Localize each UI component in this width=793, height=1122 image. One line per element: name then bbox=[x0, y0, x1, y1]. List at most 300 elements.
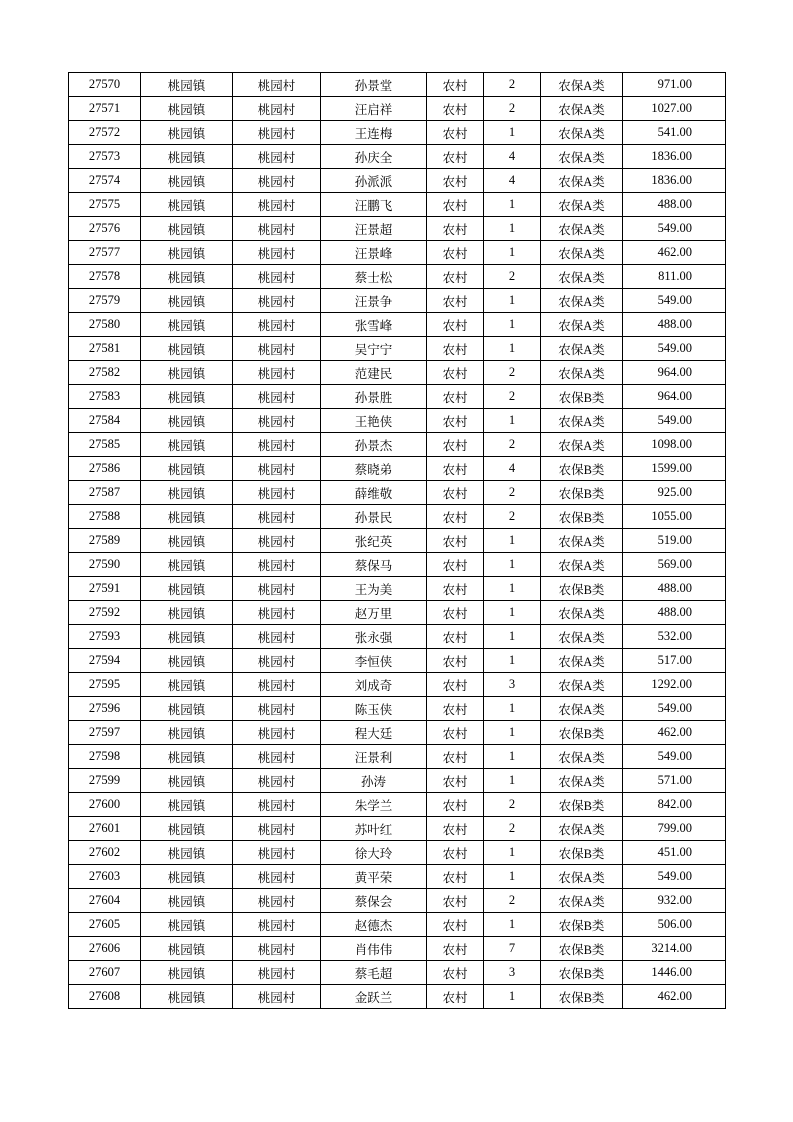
cell-village: 桃园村 bbox=[233, 241, 321, 265]
cell-residence-type: 农村 bbox=[427, 793, 484, 817]
table-row bbox=[69, 313, 726, 337]
cell-amount: 488.00 bbox=[623, 577, 726, 601]
cell-amount: 1836.00 bbox=[623, 145, 726, 169]
cell-name: 张纪英 bbox=[321, 529, 427, 553]
cell-town: 桃园镇 bbox=[141, 721, 233, 745]
cell-village: 桃园村 bbox=[233, 337, 321, 361]
cell-residence-type: 农村 bbox=[427, 385, 484, 409]
cell-residence-type: 农村 bbox=[427, 457, 484, 481]
cell-village: 桃园村 bbox=[233, 217, 321, 241]
cell-person-count: 1 bbox=[484, 409, 541, 433]
cell-amount: 964.00 bbox=[623, 385, 726, 409]
cell-name: 蔡保会 bbox=[321, 889, 427, 913]
cell-residence-type: 农村 bbox=[427, 841, 484, 865]
cell-town: 桃园镇 bbox=[141, 289, 233, 313]
cell-village: 桃园村 bbox=[233, 697, 321, 721]
cell-person-count: 1 bbox=[484, 241, 541, 265]
cell-residence-type: 农村 bbox=[427, 97, 484, 121]
cell-name: 黄平荣 bbox=[321, 865, 427, 889]
cell-town: 桃园镇 bbox=[141, 145, 233, 169]
cell-id: 27597 bbox=[69, 721, 141, 745]
table-row bbox=[69, 361, 726, 385]
cell-residence-type: 农村 bbox=[427, 313, 484, 337]
cell-amount: 571.00 bbox=[623, 769, 726, 793]
cell-name: 蔡保马 bbox=[321, 553, 427, 577]
cell-amount: 451.00 bbox=[623, 841, 726, 865]
cell-insurance-type: 农保A类 bbox=[541, 289, 623, 313]
cell-insurance-type: 农保A类 bbox=[541, 97, 623, 121]
table-row bbox=[69, 553, 726, 577]
cell-amount: 488.00 bbox=[623, 193, 726, 217]
cell-residence-type: 农村 bbox=[427, 961, 484, 985]
cell-person-count: 2 bbox=[484, 481, 541, 505]
table-row bbox=[69, 457, 726, 481]
cell-insurance-type: 农保B类 bbox=[541, 937, 623, 961]
cell-village: 桃园村 bbox=[233, 553, 321, 577]
cell-insurance-type: 农保A类 bbox=[541, 169, 623, 193]
cell-village: 桃园村 bbox=[233, 673, 321, 697]
cell-village: 桃园村 bbox=[233, 169, 321, 193]
cell-town: 桃园镇 bbox=[141, 937, 233, 961]
cell-town: 桃园镇 bbox=[141, 385, 233, 409]
cell-town: 桃园镇 bbox=[141, 217, 233, 241]
table-row bbox=[69, 433, 726, 457]
cell-town: 桃园镇 bbox=[141, 793, 233, 817]
cell-town: 桃园镇 bbox=[141, 913, 233, 937]
cell-name: 王连梅 bbox=[321, 121, 427, 145]
cell-insurance-type: 农保A类 bbox=[541, 865, 623, 889]
cell-amount: 549.00 bbox=[623, 409, 726, 433]
table-row bbox=[69, 697, 726, 721]
cell-id: 27599 bbox=[69, 769, 141, 793]
cell-insurance-type: 农保A类 bbox=[541, 121, 623, 145]
cell-amount: 549.00 bbox=[623, 337, 726, 361]
cell-town: 桃园镇 bbox=[141, 865, 233, 889]
cell-person-count: 1 bbox=[484, 289, 541, 313]
cell-person-count: 1 bbox=[484, 721, 541, 745]
cell-name: 陈玉侠 bbox=[321, 697, 427, 721]
table-row bbox=[69, 769, 726, 793]
table-row bbox=[69, 241, 726, 265]
cell-residence-type: 农村 bbox=[427, 673, 484, 697]
cell-amount: 971.00 bbox=[623, 73, 726, 97]
cell-person-count: 1 bbox=[484, 865, 541, 889]
cell-name: 徐大玲 bbox=[321, 841, 427, 865]
cell-residence-type: 农村 bbox=[427, 145, 484, 169]
cell-village: 桃园村 bbox=[233, 433, 321, 457]
table-row bbox=[69, 793, 726, 817]
cell-village: 桃园村 bbox=[233, 793, 321, 817]
cell-name: 孙景民 bbox=[321, 505, 427, 529]
subsidy-table bbox=[68, 72, 726, 1009]
table-row bbox=[69, 961, 726, 985]
cell-insurance-type: 农保A类 bbox=[541, 145, 623, 169]
cell-id: 27601 bbox=[69, 817, 141, 841]
cell-town: 桃园镇 bbox=[141, 649, 233, 673]
cell-village: 桃园村 bbox=[233, 409, 321, 433]
cell-id: 27585 bbox=[69, 433, 141, 457]
cell-village: 桃园村 bbox=[233, 649, 321, 673]
cell-amount: 517.00 bbox=[623, 649, 726, 673]
cell-insurance-type: 农保B类 bbox=[541, 385, 623, 409]
cell-id: 27591 bbox=[69, 577, 141, 601]
cell-residence-type: 农村 bbox=[427, 985, 484, 1009]
cell-person-count: 2 bbox=[484, 385, 541, 409]
cell-id: 27576 bbox=[69, 217, 141, 241]
cell-town: 桃园镇 bbox=[141, 601, 233, 625]
cell-name: 蔡晓弟 bbox=[321, 457, 427, 481]
cell-residence-type: 农村 bbox=[427, 289, 484, 313]
cell-residence-type: 农村 bbox=[427, 817, 484, 841]
cell-residence-type: 农村 bbox=[427, 745, 484, 769]
cell-name: 张永强 bbox=[321, 625, 427, 649]
cell-person-count: 2 bbox=[484, 361, 541, 385]
cell-residence-type: 农村 bbox=[427, 577, 484, 601]
cell-village: 桃园村 bbox=[233, 289, 321, 313]
cell-village: 桃园村 bbox=[233, 97, 321, 121]
cell-amount: 925.00 bbox=[623, 481, 726, 505]
cell-town: 桃园镇 bbox=[141, 697, 233, 721]
cell-insurance-type: 农保A类 bbox=[541, 193, 623, 217]
cell-name: 赵万里 bbox=[321, 601, 427, 625]
cell-village: 桃园村 bbox=[233, 913, 321, 937]
cell-residence-type: 农村 bbox=[427, 769, 484, 793]
cell-amount: 1599.00 bbox=[623, 457, 726, 481]
cell-town: 桃园镇 bbox=[141, 457, 233, 481]
cell-residence-type: 农村 bbox=[427, 217, 484, 241]
cell-residence-type: 农村 bbox=[427, 865, 484, 889]
cell-id: 27602 bbox=[69, 841, 141, 865]
table-body bbox=[69, 73, 726, 1009]
cell-person-count: 1 bbox=[484, 313, 541, 337]
cell-amount: 488.00 bbox=[623, 313, 726, 337]
cell-amount: 1836.00 bbox=[623, 169, 726, 193]
table-row bbox=[69, 193, 726, 217]
cell-insurance-type: 农保B类 bbox=[541, 793, 623, 817]
cell-id: 27574 bbox=[69, 169, 141, 193]
cell-residence-type: 农村 bbox=[427, 169, 484, 193]
cell-name: 肖伟伟 bbox=[321, 937, 427, 961]
cell-person-count: 1 bbox=[484, 121, 541, 145]
cell-village: 桃园村 bbox=[233, 625, 321, 649]
cell-amount: 964.00 bbox=[623, 361, 726, 385]
cell-amount: 569.00 bbox=[623, 553, 726, 577]
cell-town: 桃园镇 bbox=[141, 73, 233, 97]
cell-person-count: 1 bbox=[484, 841, 541, 865]
cell-amount: 549.00 bbox=[623, 745, 726, 769]
cell-amount: 462.00 bbox=[623, 241, 726, 265]
cell-id: 27592 bbox=[69, 601, 141, 625]
cell-residence-type: 农村 bbox=[427, 625, 484, 649]
cell-town: 桃园镇 bbox=[141, 481, 233, 505]
cell-id: 27575 bbox=[69, 193, 141, 217]
cell-id: 27608 bbox=[69, 985, 141, 1009]
cell-insurance-type: 农保B类 bbox=[541, 505, 623, 529]
cell-amount: 1098.00 bbox=[623, 433, 726, 457]
cell-id: 27586 bbox=[69, 457, 141, 481]
cell-amount: 549.00 bbox=[623, 289, 726, 313]
cell-town: 桃园镇 bbox=[141, 169, 233, 193]
cell-amount: 532.00 bbox=[623, 625, 726, 649]
table-row bbox=[69, 409, 726, 433]
cell-person-count: 1 bbox=[484, 601, 541, 625]
cell-town: 桃园镇 bbox=[141, 505, 233, 529]
cell-residence-type: 农村 bbox=[427, 697, 484, 721]
cell-person-count: 1 bbox=[484, 649, 541, 673]
cell-town: 桃园镇 bbox=[141, 625, 233, 649]
cell-town: 桃园镇 bbox=[141, 409, 233, 433]
cell-village: 桃园村 bbox=[233, 721, 321, 745]
cell-name: 程大廷 bbox=[321, 721, 427, 745]
cell-id: 27595 bbox=[69, 673, 141, 697]
cell-amount: 932.00 bbox=[623, 889, 726, 913]
cell-insurance-type: 农保A类 bbox=[541, 649, 623, 673]
cell-name: 汪启祥 bbox=[321, 97, 427, 121]
table-row bbox=[69, 913, 726, 937]
cell-insurance-type: 农保B类 bbox=[541, 481, 623, 505]
cell-name: 蔡毛超 bbox=[321, 961, 427, 985]
cell-name: 蔡士松 bbox=[321, 265, 427, 289]
cell-village: 桃园村 bbox=[233, 985, 321, 1009]
cell-name: 汪景利 bbox=[321, 745, 427, 769]
cell-name: 汪鹏飞 bbox=[321, 193, 427, 217]
cell-village: 桃园村 bbox=[233, 961, 321, 985]
cell-person-count: 2 bbox=[484, 265, 541, 289]
cell-amount: 488.00 bbox=[623, 601, 726, 625]
cell-person-count: 1 bbox=[484, 553, 541, 577]
cell-town: 桃园镇 bbox=[141, 673, 233, 697]
cell-village: 桃园村 bbox=[233, 73, 321, 97]
cell-person-count: 1 bbox=[484, 577, 541, 601]
cell-town: 桃园镇 bbox=[141, 97, 233, 121]
cell-id: 27605 bbox=[69, 913, 141, 937]
cell-amount: 541.00 bbox=[623, 121, 726, 145]
cell-name: 王为美 bbox=[321, 577, 427, 601]
cell-residence-type: 农村 bbox=[427, 481, 484, 505]
cell-town: 桃园镇 bbox=[141, 121, 233, 145]
cell-insurance-type: 农保A类 bbox=[541, 769, 623, 793]
cell-amount: 799.00 bbox=[623, 817, 726, 841]
cell-person-count: 2 bbox=[484, 817, 541, 841]
table-row bbox=[69, 97, 726, 121]
cell-person-count: 2 bbox=[484, 73, 541, 97]
cell-residence-type: 农村 bbox=[427, 193, 484, 217]
cell-village: 桃园村 bbox=[233, 865, 321, 889]
cell-id: 27570 bbox=[69, 73, 141, 97]
cell-name: 孙景胜 bbox=[321, 385, 427, 409]
cell-person-count: 2 bbox=[484, 433, 541, 457]
cell-town: 桃园镇 bbox=[141, 193, 233, 217]
cell-amount: 1446.00 bbox=[623, 961, 726, 985]
cell-id: 27572 bbox=[69, 121, 141, 145]
cell-id: 27578 bbox=[69, 265, 141, 289]
cell-village: 桃园村 bbox=[233, 361, 321, 385]
cell-amount: 842.00 bbox=[623, 793, 726, 817]
cell-village: 桃园村 bbox=[233, 121, 321, 145]
cell-residence-type: 农村 bbox=[427, 937, 484, 961]
cell-town: 桃园镇 bbox=[141, 553, 233, 577]
table-row bbox=[69, 817, 726, 841]
cell-residence-type: 农村 bbox=[427, 433, 484, 457]
cell-person-count: 1 bbox=[484, 745, 541, 769]
cell-insurance-type: 农保B类 bbox=[541, 961, 623, 985]
cell-name: 薛维敬 bbox=[321, 481, 427, 505]
table-row bbox=[69, 73, 726, 97]
cell-id: 27588 bbox=[69, 505, 141, 529]
cell-village: 桃园村 bbox=[233, 265, 321, 289]
cell-amount: 549.00 bbox=[623, 697, 726, 721]
cell-town: 桃园镇 bbox=[141, 841, 233, 865]
cell-id: 27573 bbox=[69, 145, 141, 169]
cell-town: 桃园镇 bbox=[141, 889, 233, 913]
table-row bbox=[69, 385, 726, 409]
cell-id: 27593 bbox=[69, 625, 141, 649]
table-row bbox=[69, 601, 726, 625]
cell-residence-type: 农村 bbox=[427, 73, 484, 97]
table-row bbox=[69, 505, 726, 529]
cell-person-count: 1 bbox=[484, 697, 541, 721]
cell-village: 桃园村 bbox=[233, 769, 321, 793]
cell-insurance-type: 农保A类 bbox=[541, 241, 623, 265]
cell-person-count: 4 bbox=[484, 457, 541, 481]
cell-insurance-type: 农保A类 bbox=[541, 361, 623, 385]
cell-amount: 549.00 bbox=[623, 865, 726, 889]
cell-town: 桃园镇 bbox=[141, 961, 233, 985]
cell-village: 桃园村 bbox=[233, 601, 321, 625]
cell-id: 27600 bbox=[69, 793, 141, 817]
cell-village: 桃园村 bbox=[233, 745, 321, 769]
cell-insurance-type: 农保A类 bbox=[541, 745, 623, 769]
cell-person-count: 7 bbox=[484, 937, 541, 961]
cell-town: 桃园镇 bbox=[141, 265, 233, 289]
cell-name: 孙派派 bbox=[321, 169, 427, 193]
cell-id: 27587 bbox=[69, 481, 141, 505]
cell-name: 李恒侠 bbox=[321, 649, 427, 673]
cell-person-count: 1 bbox=[484, 985, 541, 1009]
cell-person-count: 1 bbox=[484, 217, 541, 241]
cell-insurance-type: 农保A类 bbox=[541, 73, 623, 97]
cell-residence-type: 农村 bbox=[427, 361, 484, 385]
cell-name: 范建民 bbox=[321, 361, 427, 385]
cell-amount: 549.00 bbox=[623, 217, 726, 241]
cell-insurance-type: 农保A类 bbox=[541, 313, 623, 337]
cell-town: 桃园镇 bbox=[141, 337, 233, 361]
table-row bbox=[69, 673, 726, 697]
table-row bbox=[69, 937, 726, 961]
cell-person-count: 1 bbox=[484, 913, 541, 937]
cell-amount: 462.00 bbox=[623, 985, 726, 1009]
table-row bbox=[69, 481, 726, 505]
cell-town: 桃园镇 bbox=[141, 241, 233, 265]
cell-amount: 506.00 bbox=[623, 913, 726, 937]
cell-id: 27606 bbox=[69, 937, 141, 961]
cell-id: 27577 bbox=[69, 241, 141, 265]
cell-id: 27571 bbox=[69, 97, 141, 121]
cell-name: 汪景峰 bbox=[321, 241, 427, 265]
cell-insurance-type: 农保A类 bbox=[541, 265, 623, 289]
cell-insurance-type: 农保B类 bbox=[541, 841, 623, 865]
cell-village: 桃园村 bbox=[233, 145, 321, 169]
cell-insurance-type: 农保A类 bbox=[541, 889, 623, 913]
cell-village: 桃园村 bbox=[233, 937, 321, 961]
table-row bbox=[69, 169, 726, 193]
cell-person-count: 1 bbox=[484, 529, 541, 553]
cell-residence-type: 农村 bbox=[427, 913, 484, 937]
cell-id: 27607 bbox=[69, 961, 141, 985]
cell-residence-type: 农村 bbox=[427, 529, 484, 553]
cell-id: 27598 bbox=[69, 745, 141, 769]
cell-person-count: 3 bbox=[484, 673, 541, 697]
cell-person-count: 2 bbox=[484, 793, 541, 817]
cell-village: 桃园村 bbox=[233, 889, 321, 913]
cell-village: 桃园村 bbox=[233, 481, 321, 505]
cell-id: 27584 bbox=[69, 409, 141, 433]
cell-village: 桃园村 bbox=[233, 577, 321, 601]
cell-town: 桃园镇 bbox=[141, 769, 233, 793]
cell-insurance-type: 农保B类 bbox=[541, 457, 623, 481]
cell-insurance-type: 农保A类 bbox=[541, 217, 623, 241]
cell-name: 汪景超 bbox=[321, 217, 427, 241]
cell-insurance-type: 农保A类 bbox=[541, 601, 623, 625]
cell-name: 吴宁宁 bbox=[321, 337, 427, 361]
table-row bbox=[69, 529, 726, 553]
cell-village: 桃园村 bbox=[233, 193, 321, 217]
table-row bbox=[69, 625, 726, 649]
cell-town: 桃园镇 bbox=[141, 817, 233, 841]
table-row bbox=[69, 289, 726, 313]
cell-residence-type: 农村 bbox=[427, 505, 484, 529]
cell-insurance-type: 农保A类 bbox=[541, 529, 623, 553]
cell-name: 汪景争 bbox=[321, 289, 427, 313]
cell-name: 孙景杰 bbox=[321, 433, 427, 457]
cell-amount: 462.00 bbox=[623, 721, 726, 745]
cell-name: 孙涛 bbox=[321, 769, 427, 793]
cell-name: 王艳侠 bbox=[321, 409, 427, 433]
cell-amount: 811.00 bbox=[623, 265, 726, 289]
table-row bbox=[69, 745, 726, 769]
cell-insurance-type: 农保A类 bbox=[541, 433, 623, 457]
cell-residence-type: 农村 bbox=[427, 337, 484, 361]
cell-id: 27603 bbox=[69, 865, 141, 889]
cell-name: 朱学兰 bbox=[321, 793, 427, 817]
cell-name: 张雪峰 bbox=[321, 313, 427, 337]
table-row bbox=[69, 577, 726, 601]
cell-person-count: 1 bbox=[484, 625, 541, 649]
cell-residence-type: 农村 bbox=[427, 241, 484, 265]
cell-amount: 1055.00 bbox=[623, 505, 726, 529]
cell-village: 桃园村 bbox=[233, 841, 321, 865]
cell-village: 桃园村 bbox=[233, 529, 321, 553]
cell-insurance-type: 农保A类 bbox=[541, 553, 623, 577]
cell-town: 桃园镇 bbox=[141, 985, 233, 1009]
table-row bbox=[69, 121, 726, 145]
cell-residence-type: 农村 bbox=[427, 649, 484, 673]
cell-village: 桃园村 bbox=[233, 817, 321, 841]
cell-id: 27579 bbox=[69, 289, 141, 313]
cell-insurance-type: 农保A类 bbox=[541, 625, 623, 649]
table-row bbox=[69, 865, 726, 889]
cell-insurance-type: 农保A类 bbox=[541, 817, 623, 841]
cell-person-count: 2 bbox=[484, 97, 541, 121]
cell-village: 桃园村 bbox=[233, 313, 321, 337]
cell-id: 27590 bbox=[69, 553, 141, 577]
cell-id: 27596 bbox=[69, 697, 141, 721]
cell-town: 桃园镇 bbox=[141, 433, 233, 457]
cell-insurance-type: 农保A类 bbox=[541, 697, 623, 721]
cell-name: 孙景堂 bbox=[321, 73, 427, 97]
cell-town: 桃园镇 bbox=[141, 361, 233, 385]
cell-insurance-type: 农保A类 bbox=[541, 409, 623, 433]
